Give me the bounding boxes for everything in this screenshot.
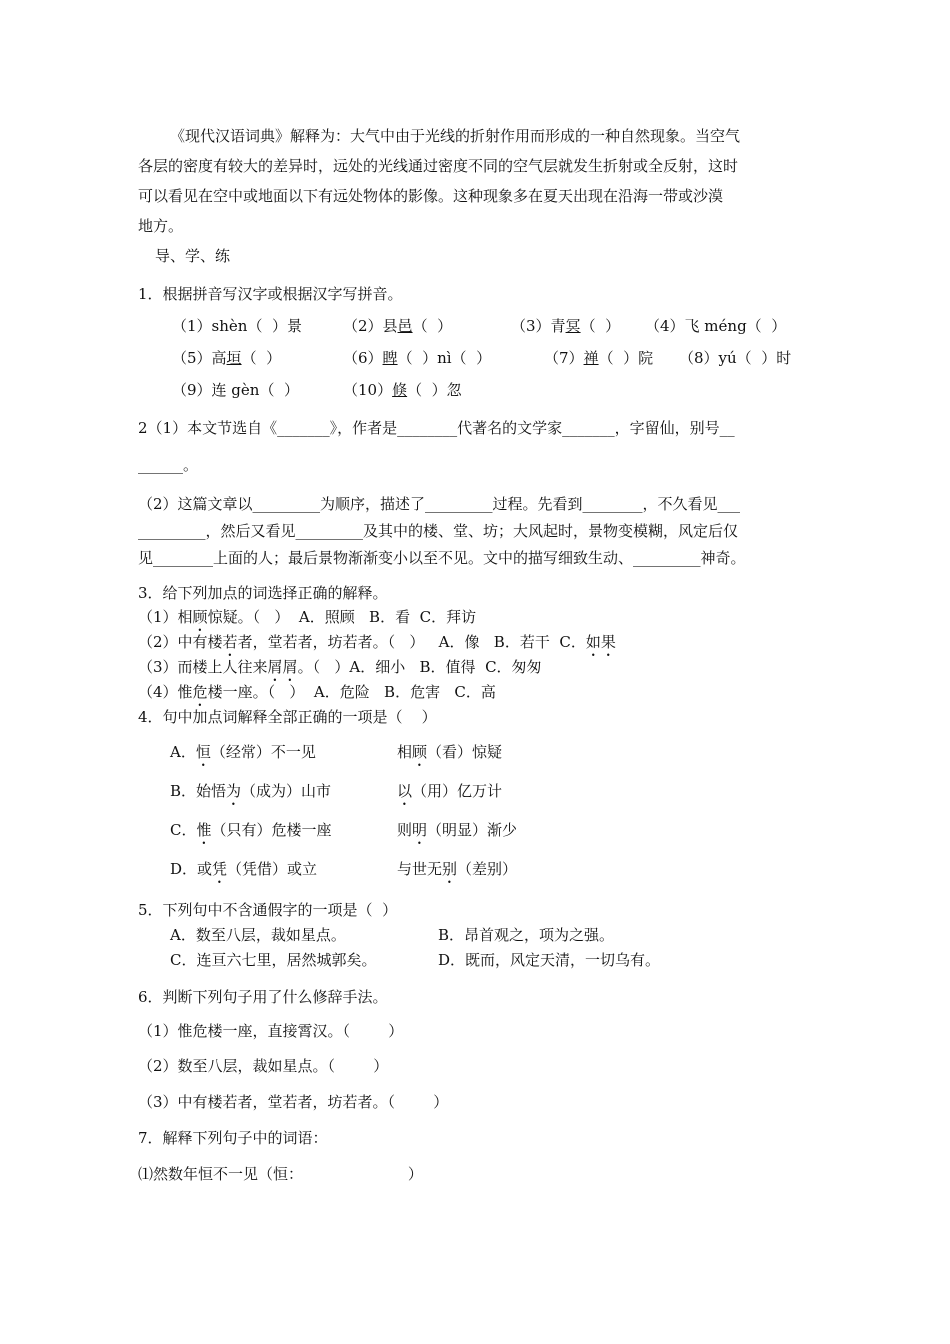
- q1-item-6: （6）睥（ ）nì（ ）: [343, 349, 492, 367]
- intro-line-4: 地方。: [138, 217, 184, 235]
- q5-option-d: D．既而，风定天清，一切乌有。: [438, 951, 661, 969]
- q1-item-3: （3）青冥（ ）: [511, 317, 621, 335]
- q7-title: 7．解释下列句子中的词语：: [138, 1129, 328, 1147]
- q3-row-4: （4）惟危楼一座。（ ） A．危险 B．危害 C．高: [138, 683, 496, 701]
- q1-item-4: （4）飞 méng（ ）: [645, 317, 787, 335]
- q2-line-5: 见________上面的人；最后景物渐渐变小以至不见。文中的描写细致生动、_________神奇。: [138, 549, 746, 567]
- intro-line-2: 各层的密度有较大的差异时，远处的光线通过密度不同的空气层就发生折射或全反射，这时: [138, 157, 739, 175]
- q4-option-c-left: C．惟（只有）危楼一座: [170, 821, 332, 839]
- q1-item-5: （5）高垣（ ）: [172, 349, 282, 367]
- q5-option-c: C．连亘六七里，居然城郭矣。: [170, 951, 377, 969]
- q4-option-a-right: 相顾（看）惊疑: [397, 743, 503, 761]
- q4-option-a-left: A．恒（经常）不一见: [170, 743, 316, 761]
- q3-title: 3．给下列加点的词选择正确的解释。: [138, 584, 388, 602]
- q4-option-b-right: 以（用）亿万计: [397, 782, 503, 800]
- q4-option-c-right: 则明（明显）渐少: [397, 821, 518, 839]
- q1-item-9: （9）连 gèn（ ）: [172, 381, 299, 399]
- q4-option-b-left: B．始悟为（成为）山市: [170, 782, 332, 800]
- q3-row-1: （1）相顾惊疑。（ ） A．照顾 B．看 C．拜访: [138, 608, 477, 626]
- q6-title: 6．判断下列句子用了什么修辞手法。: [138, 988, 388, 1006]
- q1-item-7: （7）禅（ ）院: [544, 349, 654, 367]
- q1-title: 1．根据拼音写汉字或根据汉字写拼音。: [138, 285, 403, 303]
- q3-row-3: （3）而楼上人往来屑屑。（ ）A．细小 B．值得 C．匆匆: [138, 658, 542, 676]
- q1-item-10: （10）倏（ ）忽: [343, 381, 462, 399]
- intro-line-1: 《现代汉语词典》解释为：大气中由于光线的折射作用而形成的一种自然现象。当空气: [170, 127, 741, 145]
- q5-option-a: A．数至八层，裁如星点。: [170, 926, 346, 944]
- q5-title: 5．下列句中不含通假字的一项是（ ）: [138, 901, 398, 919]
- q1-item-1: （1）shèn（ ）景: [172, 317, 302, 335]
- q4-option-d-left: D．或凭（凭借）或立: [170, 860, 318, 878]
- q4-option-d-right: 与世无别（差别）: [397, 860, 518, 878]
- q3-row-2: （2）中有楼若者，堂若者，坊若者。（ ） A．像 B．若干 C．如果: [138, 633, 616, 651]
- q6-item-3: （3）中有楼若者，堂若者，坊若者。（ ）: [138, 1093, 449, 1111]
- q1-item-2: （2）县邑（ ）: [343, 317, 453, 335]
- intro-line-3: 可以看见在空中或地面以下有远处物体的影像。这种现象多在夏天出现在沿海一带或沙漠: [138, 187, 724, 205]
- q1-item-8: （8）yú（ ）时: [679, 349, 792, 367]
- q2-line-1: 2（1）本文节选自《_______》，作者是________代著名的文学家_______，字留仙，别号__: [138, 419, 735, 437]
- q2-line-4: _________，然后又看见_________及其中的楼、堂、坊；大风起时，景物变模糊，风定后仅: [138, 522, 739, 540]
- q6-item-1: （1）惟危楼一座，直接霄汉。（ ）: [138, 1022, 404, 1040]
- q2-line-2: ______。: [138, 456, 199, 474]
- q2-line-3: （2）这篇文章以_________为顺序，描述了_________过程。先看到________，不久看见___: [138, 495, 741, 513]
- q5-option-b: B．昂首观之，项为之强。: [438, 926, 615, 944]
- q4-title: 4．句中加点词解释全部正确的一项是（ ）: [138, 708, 437, 726]
- q7-item-1: ⑴然数年恒不一见（恒： ）: [138, 1165, 423, 1183]
- q6-item-2: （2）数至八层，裁如星点。（ ）: [138, 1057, 389, 1075]
- section-title: 导、学、练: [155, 247, 231, 265]
